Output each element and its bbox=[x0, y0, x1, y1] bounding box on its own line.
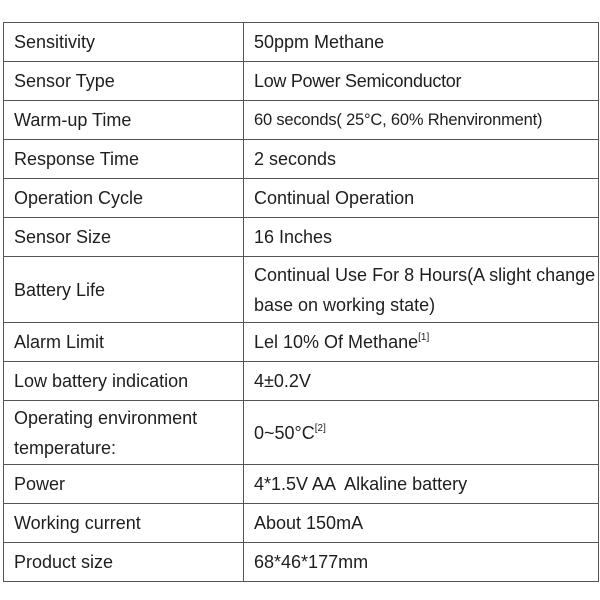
value-cell: 60 seconds( 25°C, 60% Rhenvironment) bbox=[244, 101, 599, 140]
table-row bbox=[4, 504, 599, 543]
value-text: 0~50°C bbox=[254, 422, 315, 443]
table-row bbox=[4, 101, 599, 140]
value-cell: 16 Inches bbox=[244, 218, 599, 257]
param-cell: Sensor Type bbox=[4, 62, 244, 101]
value-cell: Continual Operation bbox=[244, 179, 599, 218]
table-row bbox=[4, 257, 599, 323]
value-cell bbox=[244, 323, 599, 362]
spec-table bbox=[3, 22, 599, 582]
param-cell: Alarm Limit bbox=[4, 323, 244, 362]
value-cell: 4*1.5V AA Alkaline battery bbox=[244, 465, 599, 504]
param-cell: Response Time bbox=[4, 140, 244, 179]
param-cell: Operating environment temperature: bbox=[4, 401, 244, 465]
table-row bbox=[4, 543, 599, 582]
table-row bbox=[4, 62, 599, 101]
param-cell: Sensitivity bbox=[4, 23, 244, 62]
param-cell: Product size bbox=[4, 543, 244, 582]
table-row bbox=[4, 140, 599, 179]
table-row bbox=[4, 23, 599, 62]
table-row bbox=[4, 323, 599, 362]
value-cell: Continual Use For 8 Hours(A slight change base on working state) bbox=[244, 257, 599, 323]
param-cell: Working current bbox=[4, 504, 244, 543]
value-cell: 4±0.2V bbox=[244, 362, 599, 401]
footnote-ref: [1] bbox=[418, 332, 430, 343]
table-row bbox=[4, 465, 599, 504]
table-row bbox=[4, 401, 599, 465]
table-row bbox=[4, 179, 599, 218]
param-cell: Power bbox=[4, 465, 244, 504]
param-cell: Battery Life bbox=[4, 257, 244, 323]
value-cell: Low Power Semiconductor bbox=[244, 62, 599, 101]
value-cell: 68*46*177mm bbox=[244, 543, 599, 582]
value-text: Lel 10% Of Methane bbox=[254, 332, 419, 352]
value-cell: About 150mA bbox=[244, 504, 599, 543]
value-cell bbox=[244, 401, 599, 465]
param-cell: Warm-up Time bbox=[4, 101, 244, 140]
footnote-ref: [2] bbox=[314, 422, 326, 434]
table-row bbox=[4, 362, 599, 401]
param-cell: Operation Cycle bbox=[4, 179, 244, 218]
value-cell: 2 seconds bbox=[244, 140, 599, 179]
param-cell: Sensor Size bbox=[4, 218, 244, 257]
table-row bbox=[4, 218, 599, 257]
value-cell: 50ppm Methane bbox=[244, 23, 599, 62]
param-cell: Low battery indication bbox=[4, 362, 244, 401]
